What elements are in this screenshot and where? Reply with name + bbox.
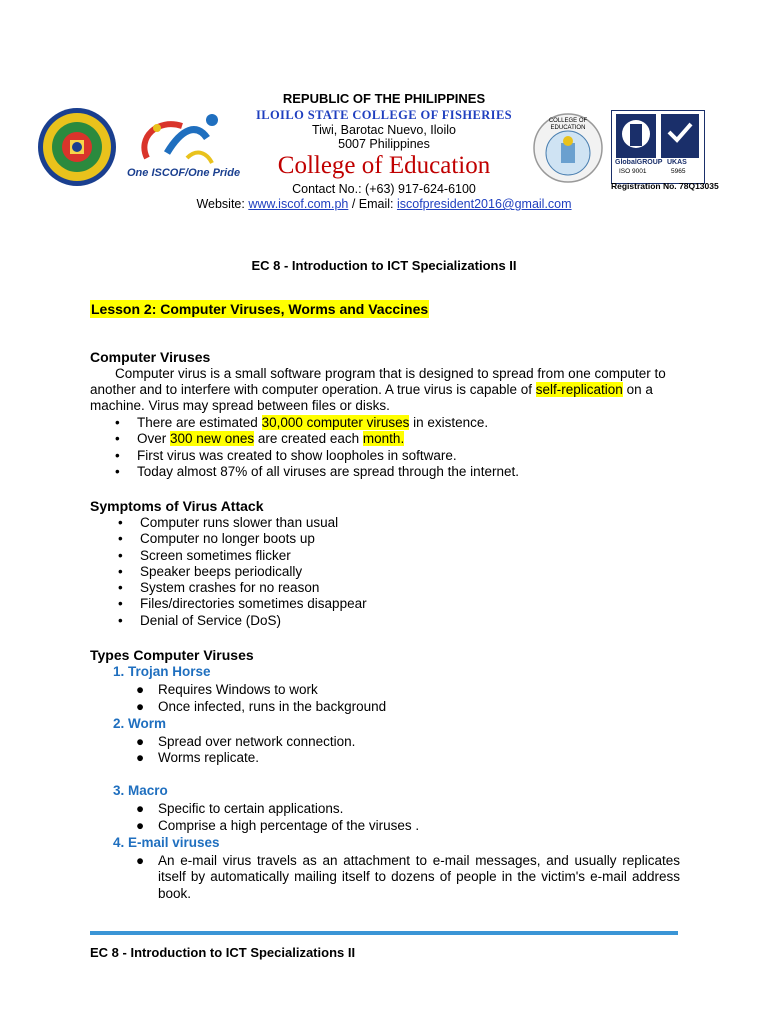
type-worm: 2. Worm xyxy=(113,716,167,731)
college-name: ILOILO STATE COLLEGE OF FISHERIES xyxy=(255,108,513,122)
list-item xyxy=(118,563,367,580)
cert-number-text: 5965 xyxy=(671,168,686,175)
symptom-text: Screen sometimes flicker xyxy=(140,547,291,563)
computer-virus-paragraph: Computer virus is a small software program that is designed to spread from one computer to another and to interfere with computer operation. A true virus is capable of self-replication on a machine. Virus may spread between files or disks. xyxy=(90,366,666,413)
list-item xyxy=(118,547,367,564)
section-symptoms-heading: Symptoms of Virus Attack xyxy=(90,498,264,514)
list-item: • Today almost 87% of all viruses are spread through the internet. xyxy=(115,463,519,479)
section-types-heading: Types Computer Viruses xyxy=(90,647,254,663)
list-item xyxy=(118,612,367,629)
republic-heading: REPUBLIC OF THE PHILIPPINES xyxy=(282,91,486,106)
address-line-2: 5007 Philippines xyxy=(338,137,430,151)
web-email-line xyxy=(0,196,768,212)
list-item: • There are estimated 30,000 computer viruses in existence. xyxy=(115,415,489,430)
email-link[interactable]: iscofpresident2016@gmail.com xyxy=(396,197,572,211)
symptom-text: Computer no longer boots up xyxy=(140,531,315,547)
list-item: ● Specific to certain applications. xyxy=(136,801,344,816)
website-label: Website: xyxy=(196,197,249,211)
contact-number: Contact No.: (+63) 917-624-6100 xyxy=(292,182,476,196)
list-item: ● Comprise a high percentage of the viruses . xyxy=(136,818,420,834)
list-item xyxy=(118,580,367,596)
bullet: • xyxy=(118,547,123,563)
cert-ukas-text: UKAS xyxy=(667,159,687,166)
website-link[interactable]: www.iscof.com.ph xyxy=(248,197,349,211)
symptom-text: Speaker beeps periodically xyxy=(140,563,303,579)
address-line-1: Tiwi, Barotac Nuevo, Iloilo xyxy=(311,123,457,137)
bullet: • xyxy=(118,596,123,612)
type-trojan-horse: 1. Trojan Horse xyxy=(113,664,211,679)
bullet: • xyxy=(118,563,123,579)
list-item xyxy=(118,596,367,612)
symptom-text: Computer runs slower than usual xyxy=(140,515,339,530)
symptom-text: Denial of Service (DoS) xyxy=(140,612,282,628)
macro-list xyxy=(136,801,420,835)
list-item: • Over 300 new ones are created each month. xyxy=(115,431,405,447)
cert-global-text: GlobalGROUP xyxy=(615,159,663,166)
list-item: • First virus was created to show loopholes in software. xyxy=(115,447,457,463)
list-item: ● Spread over network connection. xyxy=(136,734,356,749)
symptoms-list xyxy=(118,515,367,629)
footer-course-title: EC 8 - Introduction to ICT Specializations II xyxy=(90,945,356,960)
list-item: ● Worms replicate. xyxy=(136,750,260,766)
list-item xyxy=(118,531,367,547)
slogan-text: One ISCOF/One Pride xyxy=(127,167,241,179)
email-label: / Email: xyxy=(348,197,397,211)
list-item: ● Once infected, runs in the background xyxy=(136,699,387,715)
bullet: • xyxy=(118,580,123,596)
section-computer-viruses-heading: Computer Viruses xyxy=(90,349,211,365)
lesson-title: Lesson 2: Computer Viruses, Worms and Vaccines xyxy=(91,301,429,317)
virus-facts-list xyxy=(115,415,519,480)
symptom-text: Files/directories sometimes disappear xyxy=(140,596,367,612)
type-macro: 3. Macro xyxy=(113,783,168,798)
department-title: College of Education xyxy=(277,152,491,179)
email-virus-list xyxy=(136,853,680,902)
worm-list xyxy=(136,734,356,767)
symptom-text: System crashes for no reason xyxy=(140,580,320,596)
list-item: ● An e-mail virus travels as an attachment to e-mail messages, and usually replicates itself by automatically mailing itself to dozens of people in the victim's e-mail address book. xyxy=(136,853,680,901)
list-item: ● Requires Windows to work xyxy=(136,682,318,697)
course-title: EC 8 - Introduction to ICT Specializations II xyxy=(251,258,517,273)
bullet: • xyxy=(118,515,123,530)
footer-divider xyxy=(90,931,678,935)
trojan-list xyxy=(136,682,387,716)
registration-number: Registration No. 78Q13035 xyxy=(611,181,719,191)
coe-logo-text: COLLEGE OF EDUCATION xyxy=(548,118,588,131)
cert-iso-text: ISO 9001 xyxy=(619,168,647,175)
type-email-viruses: 4. E-mail viruses xyxy=(113,835,220,850)
list-item xyxy=(118,515,367,531)
bullet: • xyxy=(118,531,123,547)
bullet: • xyxy=(118,612,123,628)
